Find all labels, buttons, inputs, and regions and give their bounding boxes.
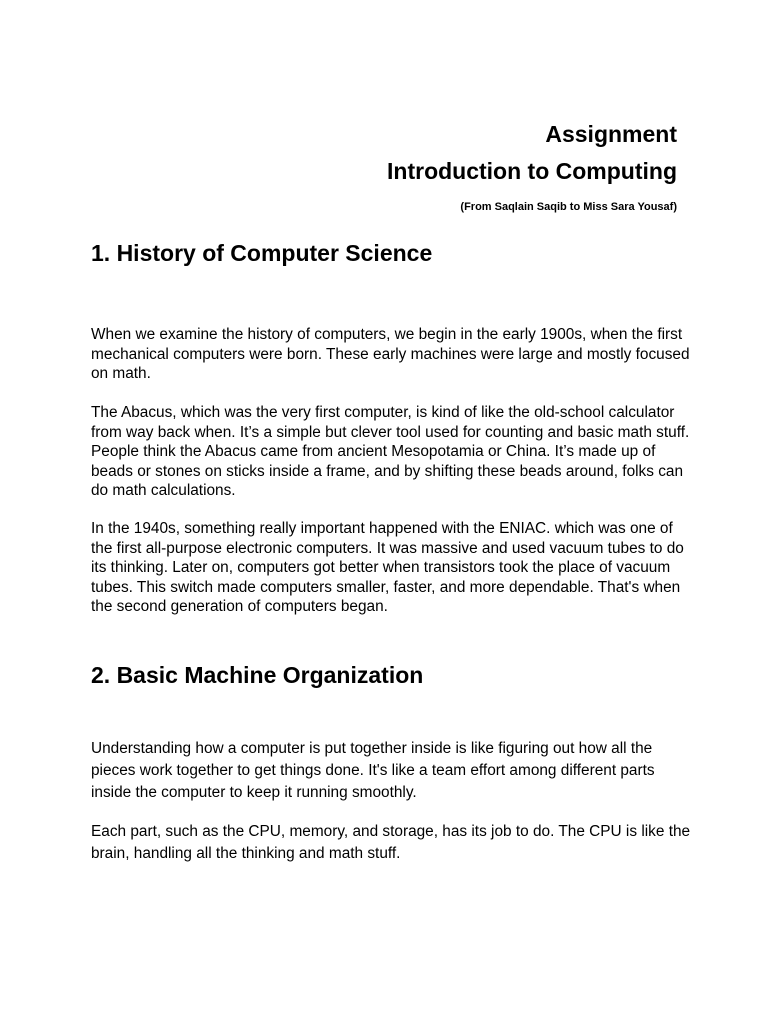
document-subtitle: Introduction to Computing [387, 158, 677, 184]
section-heading-machine-organization: 2. Basic Machine Organization [91, 662, 424, 688]
organization-paragraph-1: Understanding how a computer is put together inside is like figuring out how all the pieces work together to get things done. It's like a team effort among different parts inside the computer to keep it running smoothly. [91, 740, 655, 801]
document-header [387, 119, 677, 214]
section-heading-history: 1. History of Computer Science [91, 240, 433, 266]
document-title: Assignment [545, 121, 677, 147]
document-byline: (From Saqlain Saqib to Miss Sara Yousaf) [460, 201, 677, 213]
organization-paragraph-2: Each part, such as the CPU, memory, and storage, has its job to do. The CPU is like the brain, handling all the thinking and math stuff. [91, 823, 691, 862]
history-paragraph-2: The Abacus, which was the very first computer, is kind of like the old-school calculator from way back when. It’s a simple but clever tool used for counting and basic math stuff. People think the Abacus came from ancient Mesopotamia or China. It’s made up of beads or stones on sticks inside a frame, and by shifting these beads around, folks can do math calculations. [91, 404, 690, 499]
history-paragraph-1: When we examine the history of computers, we begin in the early 1900s, when the first mechanical computers were born. These early machines were large and mostly focused on math. [91, 326, 690, 382]
history-paragraph-3: In the 1940s, something really important happened with the ENIAC. which was one of the first all-purpose electronic computers. It was massive and used vacuum tubes to do its thinking. Later on, computers got better when transistors took the place of vacuum tubes. This switch made computers smaller, faster, and more dependable. That's when the second generation of computers began. [91, 520, 684, 615]
